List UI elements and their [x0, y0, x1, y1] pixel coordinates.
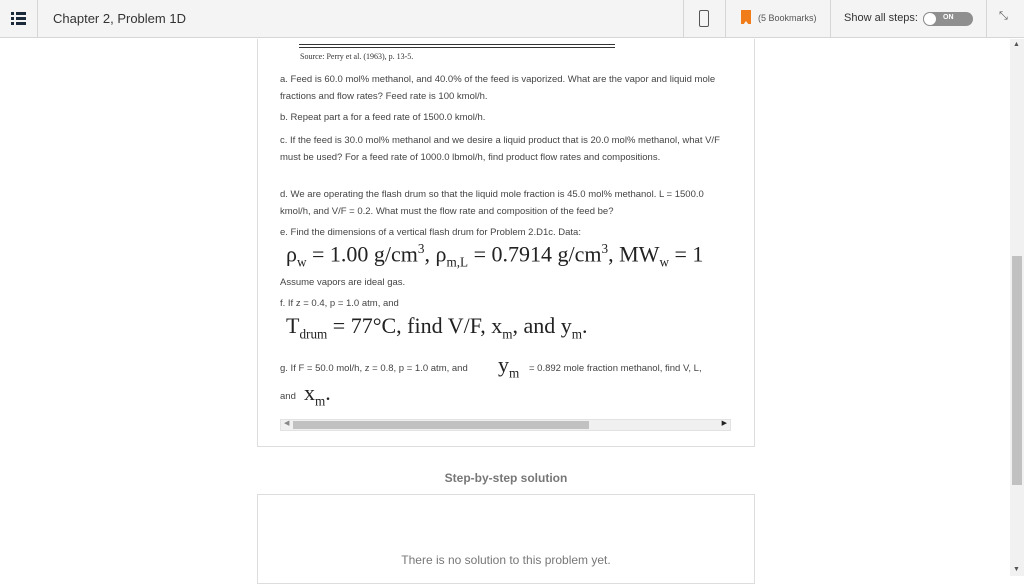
divider [986, 0, 987, 38]
scroll-down-icon[interactable]: ▼ [1013, 566, 1020, 573]
problem-part-g-cont: = 0.892 mole fraction methanol, find V, L, [529, 363, 702, 374]
show-steps-toggle[interactable] [923, 12, 973, 26]
solution-heading: Step-by-step solution [444, 471, 568, 485]
divider [725, 0, 726, 38]
divider [830, 0, 831, 38]
scrollbar-thumb[interactable] [1012, 256, 1022, 485]
problem-note: Assume vapors are ideal gas. [280, 277, 406, 288]
scroll-left-icon[interactable]: ◀ [284, 420, 290, 427]
collapse-icon[interactable]: ⤡ [999, 9, 1008, 22]
problem-part-e: e. Find the dimensions of a vertical flash drum for Problem 2.D1c. Data: [280, 227, 581, 238]
divider [683, 0, 684, 38]
problem-part-f: f. If z = 0.4, p = 1.0 atm, and [280, 298, 399, 309]
page-title: Chapter 2, Problem 1D [53, 11, 186, 26]
problem-part-d: d. We are operating the flash drum so that the liquid mole fraction is 45.0 mol% methanol. L = 1500.0 kmol/h, and V/F = 0.2. What must the flow rate and composition of the feed be? [280, 189, 704, 217]
top-bar [0, 0, 1024, 38]
show-steps-label: Show all steps: [844, 12, 918, 24]
equation-e: $\rho_w = 1.00$ $g/cm^3$, $\rho_{m,L} = 0.7914$ $g/cm^3$, $MW_w = 1$ [286, 241, 704, 270]
equation-f: $T_{drum} = 77^\circ C$, find V/F, $x_m$, and $y_m$. [286, 313, 588, 342]
equation-g-x: $x_m$. [304, 380, 331, 409]
mobile-view-icon[interactable] [699, 10, 709, 27]
horizontal-scrollbar[interactable] [280, 419, 731, 431]
no-solution-message: There is no solution to this problem yet. [401, 553, 611, 567]
scroll-up-icon[interactable]: ▲ [1013, 41, 1020, 48]
menu-icon[interactable] [0, 0, 38, 38]
problem-part-g: g. If F = 50.0 mol/h, z = 0.8, p = 1.0 atm, and [280, 363, 468, 374]
table-rule [299, 44, 615, 45]
table-rule [299, 47, 615, 48]
toggle-knob [923, 12, 937, 26]
problem-part-a: a. Feed is 60.0 mol% methanol, and 40.0% of the feed is vaporized. What are the vapor and liquid mole fractions and flow rates? Feed rate is 100 kmol/h. [280, 74, 716, 102]
problem-part-g-and: and [280, 391, 296, 402]
solution-panel [257, 494, 755, 584]
table-source: Source: Perry et al. (1963), p. 13-5. [300, 52, 414, 61]
bookmark-icon[interactable] [741, 10, 751, 24]
toggle-label: ON [943, 14, 954, 21]
problem-part-b: b. Repeat part a for a feed rate of 1500.0 kmol/h. [280, 112, 486, 123]
problem-panel [257, 39, 755, 447]
vertical-scrollbar[interactable] [1010, 39, 1024, 576]
problem-part-c: c. If the feed is 30.0 mol% methanol and we desire a liquid product that is 20.0 mol% methanol, what V/F must be used? For a feed rate of 1000.0 lbmol/h, find product flow rates and compositions. [280, 135, 720, 163]
scroll-right-icon[interactable]: ▶ [721, 420, 727, 427]
scrollbar-thumb[interactable] [293, 421, 589, 429]
equation-g-y: $y_m$ [498, 352, 520, 381]
bookmarks-count[interactable]: (5 Bookmarks) [758, 13, 817, 23]
